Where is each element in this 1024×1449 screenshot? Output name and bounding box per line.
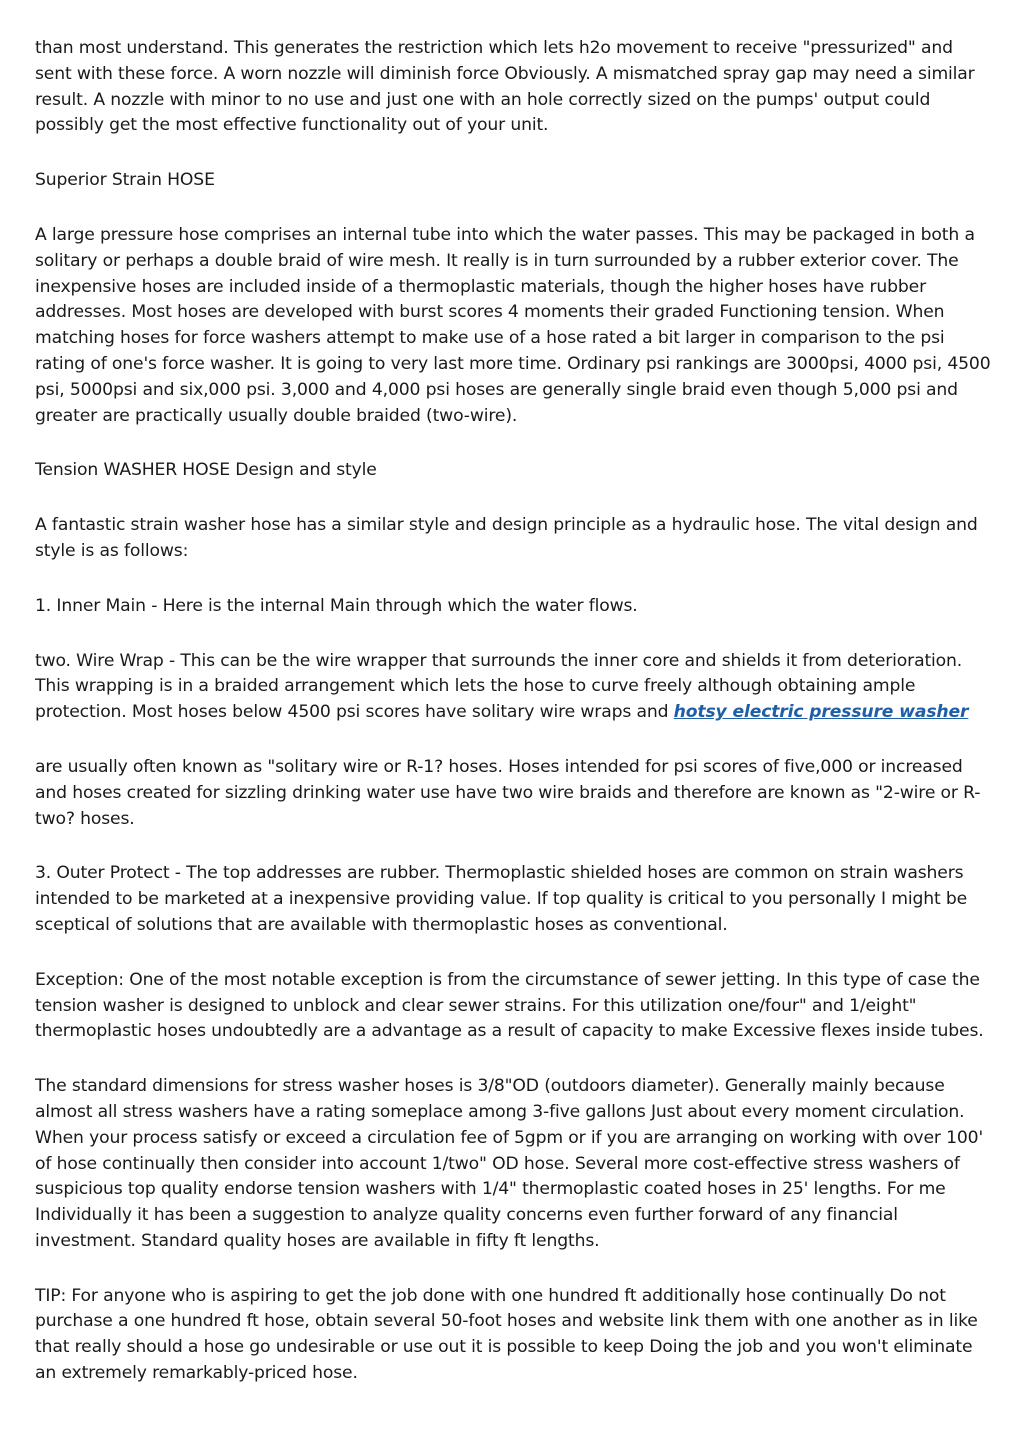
wire-wrap-text: two. Wire Wrap - This can be the wire wrapper that surrounds the inner core and shields it from deterioration. This wrapping is in a braided arrangement which lets the hose to curve freely although obtaining ample protection. Most hoses below 4500 psi scores have solitary wire wraps and: [35, 650, 963, 723]
list-item-outer-protect: 3. Outer Protect - The top addresses are rubber. Thermoplastic shielded hoses are common on strain washers intended to be marketed at a inexpensive providing value. If top quality is critical to you personally I might be sceptical of solutions that are available with thermoplastic hoses as conventional.: [35, 863, 968, 935]
section-heading-superior-strain-hose: Superior Strain HOSE: [35, 170, 215, 191]
list-item-inner-main: 1. Inner Main - Here is the internal Main through which the water flows.: [35, 595, 638, 616]
section-heading-washer-hose-design: Tension WASHER HOSE Design and style: [35, 460, 377, 481]
hotsy-pressure-washer-link[interactable]: hotsy electric pressure washer: [673, 702, 969, 723]
paragraph-tip: TIP: For anyone who is aspiring to get the job done with one hundred ft additionally hose continually Do not purchase a one hundred ft hose, obtain several 50-foot hoses and website link them with one another as in like that really should a hose go undesirable or use out it is possible to keep Doing the job and you won't eliminate an extremely remarkably-priced hose.: [35, 1285, 978, 1384]
paragraph-standard-dimensions: The standard dimensions for stress washer hoses is 3/8"OD (outdoors diameter). Generally mainly because almost all stress washers have a rating someplace among 3-five gallons Just about every moment circulation. When your process satisfy or exceed a circulation fee of 5gpm or if you are arranging on working with over 100' of hose continually then consider into account 1/two" OD hose. Several more cost-effective stress washers of suspicious top quality endorse tension washers with 1/4" thermoplastic coated hoses in 25' lengths. For me Individually it has been a suggestion to analyze quality concerns even further forward of any financial investment. Standard quality hoses are available in fifty ft lengths.: [35, 1076, 984, 1251]
document-body: [35, 36, 993, 1416]
paragraph-hose-construction: A large pressure hose comprises an internal tube into which the water passes. This may be packaged in both a solitary or perhaps a double braid of wire mesh. It really is in turn surrounded by a rubber exterior cover. The inexpensive hoses are included inside of a thermoplastic materials, though the higher hoses have rubber addresses. Most hoses are developed with burst scores 4 moments their graded Functioning tension. When matching hoses for force washers attempt to make use of a hose rated a bit larger in comparison to the psi rating of one's force washer. It is going to very last more time. Ordinary psi rankings are 3000psi, 4000 psi, 4500 psi, 5000psi and six,000 psi. 3,000 and 4,000 psi hoses are generally single braid even though 5,000 psi and greater are practically usually double braided (two-wire).: [35, 224, 991, 426]
paragraph-exception: Exception: One of the most notable exception is from the circumstance of sewer jetting. In this type of case the tension washer is designed to unblock and clear sewer strains. For this utilization one/four" and 1/eight" thermoplastic hoses undoubtedly are a advantage as a result of capacity to make Excessive flexes inside tubes.: [35, 969, 984, 1042]
list-item-wire-wrap: [35, 649, 993, 726]
paragraph-wire-braids: are usually often known as "solitary wire or R-1? hoses. Hoses intended for psi scores of five,000 or increased and hoses created for sizzling drinking water use have two wire braids and therefore are known as "2-wire or R-two? hoses.: [35, 756, 981, 829]
paragraph-nozzle: than most understand. This generates the restriction which lets h2o movement to receive "pressurized" and sent with these force. A worn nozzle will diminish force Obviously. A mismatched spray gap may need a similar result. A nozzle with minor to no use and just one with an hole correctly sized on the pumps' output could possibly get the most effective functionality out of your unit.: [35, 38, 975, 136]
paragraph-design-principle: A fantastic strain washer hose has a similar style and design principle as a hydraulic hose. The vital design and style is as follows:: [35, 515, 978, 561]
